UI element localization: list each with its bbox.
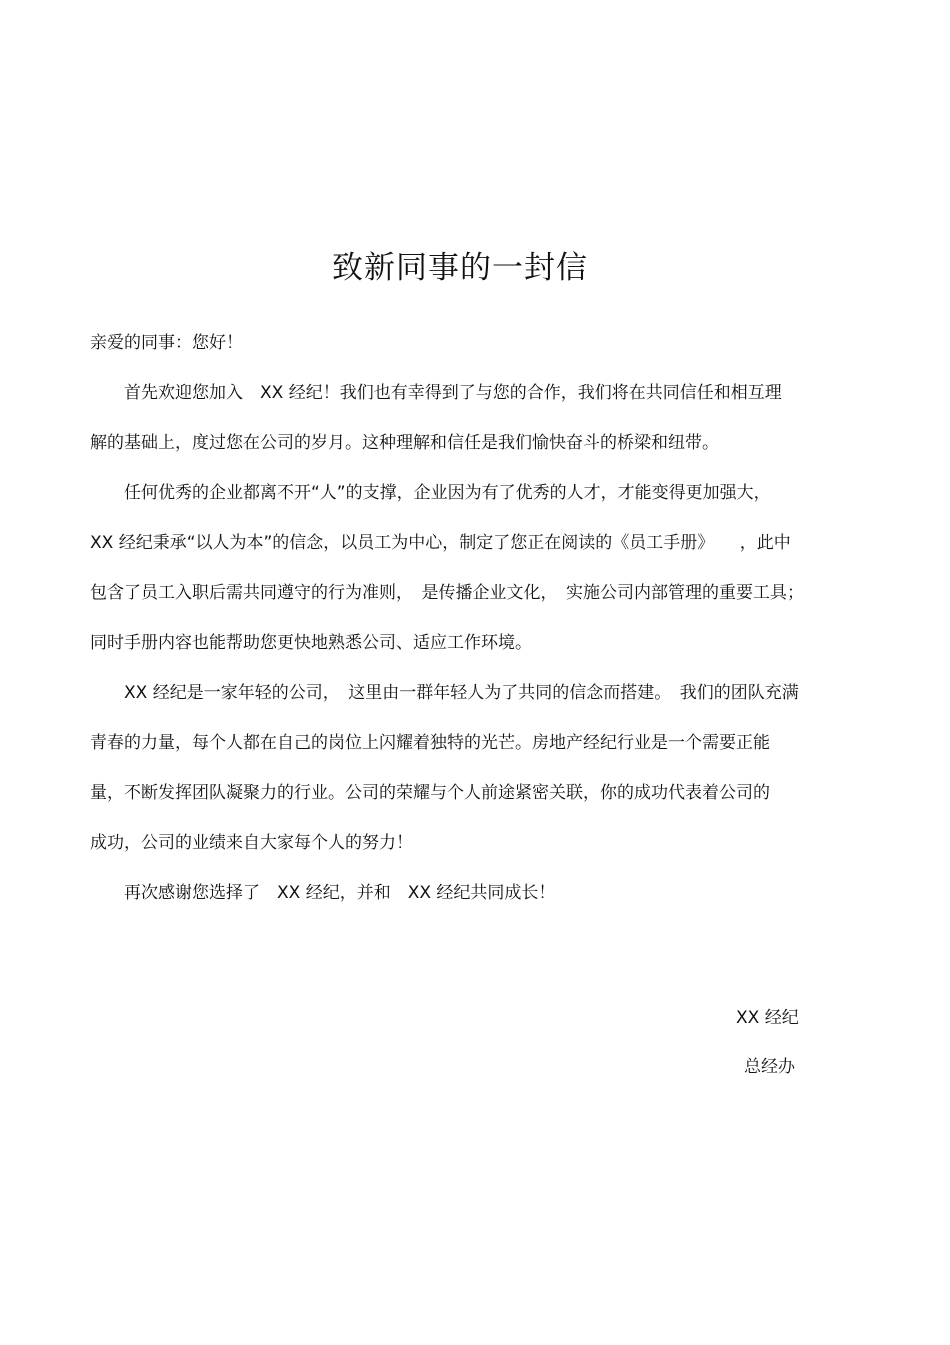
body-line-2: 解的基础上，度过您在公司的岁月。这种理解和信任是我们愉快奋斗的桥梁和纽带。 (90, 433, 719, 453)
body-line-9: 量，不断发挥团队凝聚力的行业。公司的荣耀与个人前途紧密关联，你的成功代表着公司的 (90, 783, 770, 803)
body-line-11: 再次感谢您选择了 XX 经纪，并和 XX 经纪共同成长！ (90, 883, 556, 903)
body-line-5: 包含了员工入职后需共同遵守的行为准则， 是传播企业文化， 实施公司内部管理的重要工具； (90, 583, 804, 603)
signature-department: 总经办 (744, 1057, 795, 1077)
body-line-10: 成功，公司的业绩来自大家每个人的努力！ (90, 833, 413, 853)
body-line-6: 同时手册内容也能帮助您更快地熟悉公司、适应工作环境。 (90, 633, 532, 653)
greeting-line: 亲爱的同事：您好！ (90, 333, 243, 353)
body-line-8: 青春的力量，每个人都在自己的岗位上闪耀着独特的光芒。房地产经纪行业是一个需要正能 (90, 733, 770, 753)
letter-title: 致新同事的一封信 (332, 250, 588, 286)
body-line-3: 任何优秀的企业都离不开“人”的支撑，企业因为有了优秀的人才，才能变得更加强大， (90, 483, 771, 503)
body-line-4: XX 经纪秉承“以人为本”的信念，以员工为中心，制定了您正在阅读的《员工手册》 ，此中 (90, 533, 791, 553)
body-line-1: 首先欢迎您加入 XX 经纪！我们也有幸得到了与您的合作，我们将在共同信任和相互理 (90, 383, 782, 403)
signature-company: XX 经纪 (736, 1008, 799, 1028)
body-line-7: XX 经纪是一家年轻的公司， 这里由一群年轻人为了共同的信念而搭建。 我们的团队充满 (90, 683, 799, 703)
